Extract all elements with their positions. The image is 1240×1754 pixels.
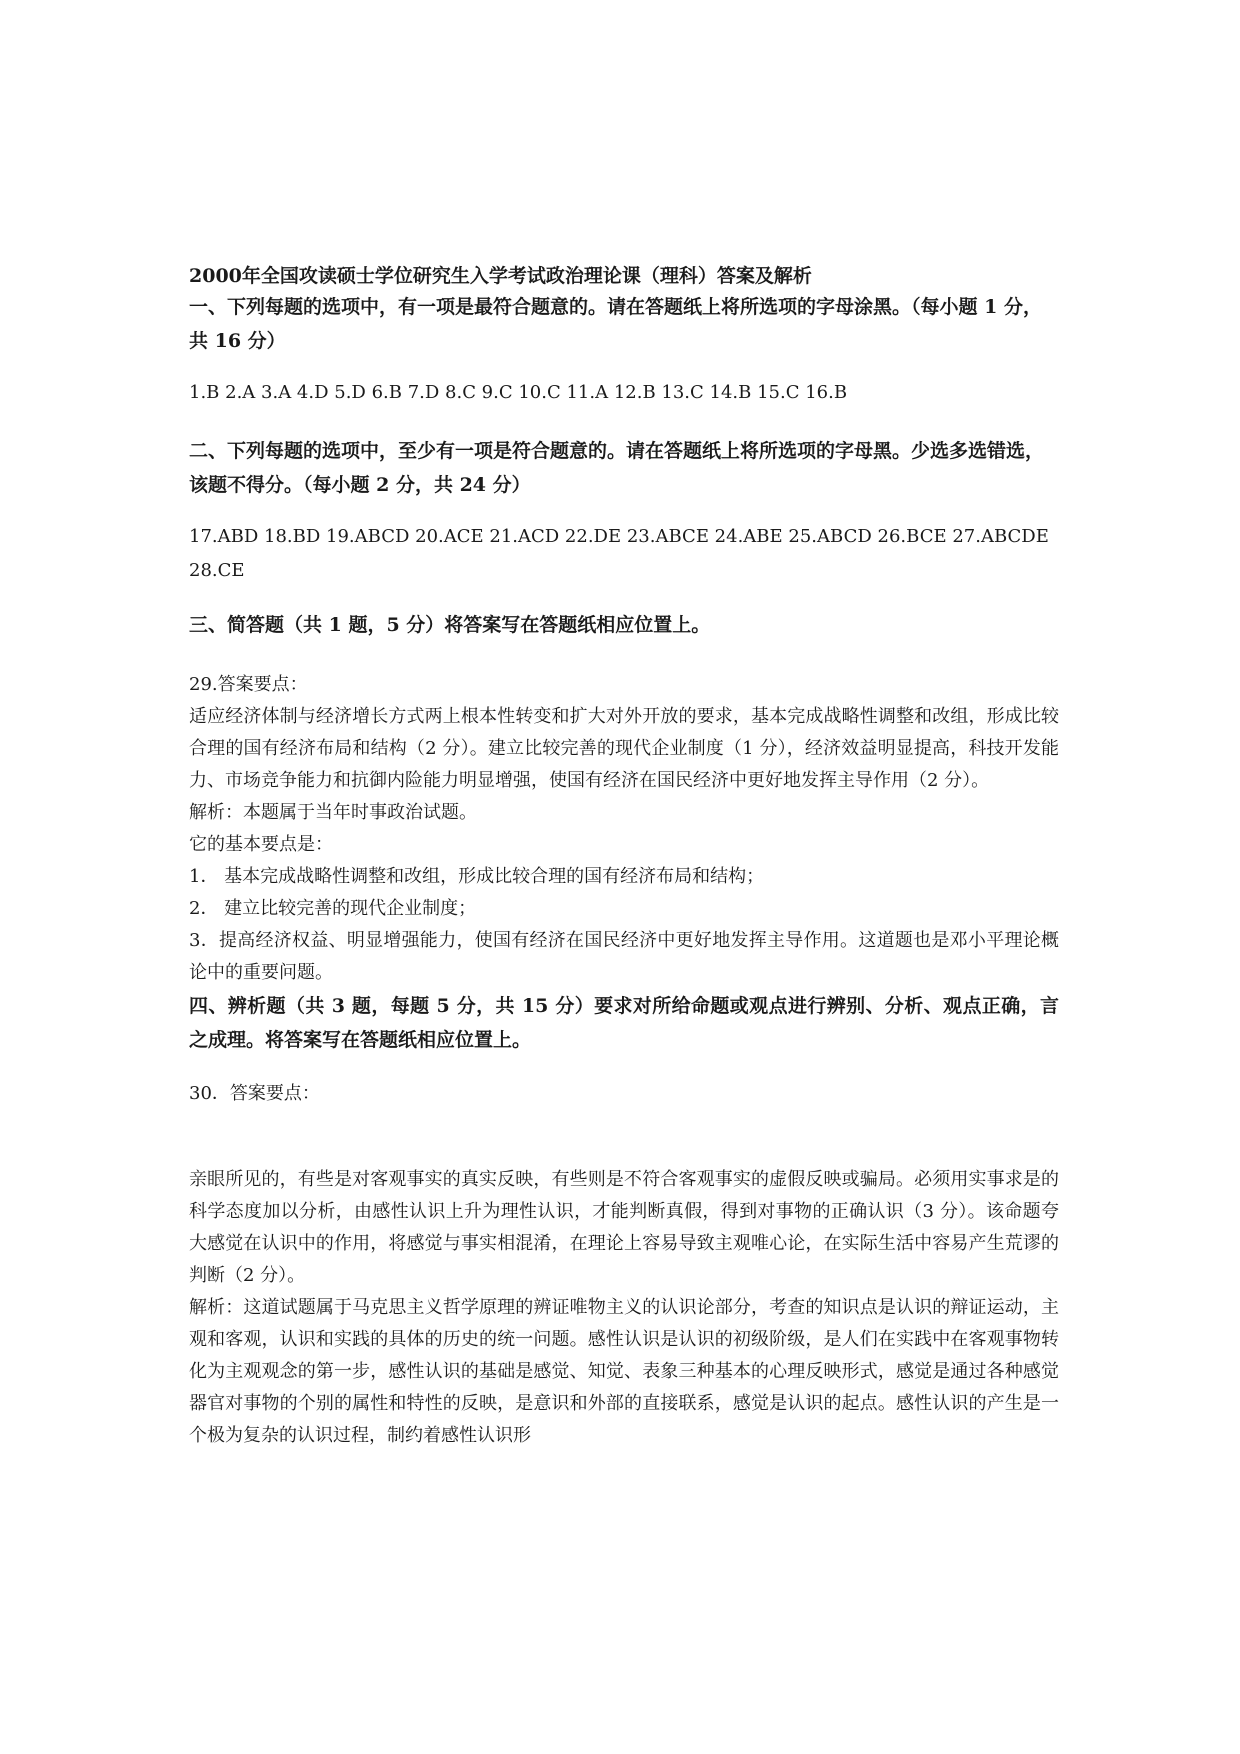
- q29-points-intro: 它的基本要点是：: [189, 834, 333, 855]
- section3-heading: 三、简答题（共 1 题，5 分）将答案写在答题纸相应位置上。: [189, 614, 711, 636]
- section2-answers: 17.ABD 18.BD 19.ABCD 20.ACE 21.ACD 22.DE 23.ABCE 24.ABE 25.ABCD 26.BCE 27.ABCDE 28.CE: [189, 526, 1049, 581]
- section4-heading: 四、辨析题（共 3 题，每题 5 分，共 15 分）要求对所给命题或观点进行辨别、分析、观点正确，言之成理。将答案写在答题纸相应位置上。: [189, 995, 1059, 1051]
- q30-answer: 亲眼所见的，有些是对客观事实的真实反映，有些则是不符合客观事实的虚假反映或骗局。必须用实事求是的科学态度加以分析，由感性认识上升为理性认识，才能判断真假，得到对事物的正确认识（3 分）。该命题夸大感觉在认识中的作用，将感觉与事实相混淆，在理论上容易导致主观唯心论，在实际生活中容易产生荒谬的判断（2 分）。: [189, 1169, 1059, 1286]
- document-title: 2000年全国攻读硕士学位研究生入学考试政治理论课（理科）答案及解析: [189, 265, 812, 287]
- section1-answers: 1.B 2.A 3.A 4.D 5.D 6.B 7.D 8.C 9.C 10.C 11.A 12.B 13.C 14.B 15.C 16.B: [189, 382, 848, 403]
- q30-analysis: 解析：这道试题属于马克思主义哲学原理的辨证唯物主义的认识论部分，考查的知识点是认识的辩证运动，主观和客观，认识和实践的具体的历史的统一问题。感性认识是认识的初级阶级，是人们在实践中在客观事物转化为主观观念的第一步，感性认识的基础是感觉、知觉、表象三种基本的心理反映形式，感觉是通过各种感觉器官对事物的个别的属性和特性的反映，是意识和外部的直接联系，感觉是认识的起点。感性认识的产生是一个极为复杂的认识过程，制约着感性认识形: [189, 1297, 1059, 1446]
- q29-point-2: 2． 建立比较完善的现代企业制度；: [189, 898, 477, 919]
- q29-analysis: 解析：本题属于当年时事政治试题。: [189, 802, 477, 823]
- section2-heading: 二、下列每题的选项中，至少有一项是符合题意的。请在答题纸上将所选项的字母黑。少选多选错选，该题不得分。（每小题 2 分，共 24 分）: [189, 440, 1045, 496]
- section4-body: [189, 1164, 1059, 1452]
- document-page: [189, 0, 1059, 1754]
- q29-label: 29.答案要点：: [189, 674, 308, 695]
- q29-point-1: 1． 基本完成战略性调整和改组，形成比较合理的国有经济布局和结构；: [189, 866, 765, 887]
- q29-answer: 适应经济体制与经济增长方式两上根本性转变和扩大对外开放的要求，基本完成战略性调整和改组，形成比较合理的国有经济布局和结构（2 分）。建立比较完善的现代企业制度（1 分），经济效益明显提高，科技开发能力、市场竞争能力和抗御内险能力明显增强，使国有经济在国民经济中更好地发挥主导作用（2 分）。: [189, 706, 1059, 791]
- q30-label: 30．答案要点：: [189, 1083, 320, 1104]
- q29-point-3: 3．提高经济权益、明显增强能力，使国有经济在国民经济中更好地发挥主导作用。这道题也是邓小平理论概论中的重要问题。: [189, 930, 1059, 983]
- section1-heading: 一、下列每题的选项中，有一项是最符合题意的。请在答题纸上将所选项的字母涂黑。（每小题 1 分，共 16 分）: [189, 296, 1042, 352]
- section3-body: [189, 669, 1059, 1057]
